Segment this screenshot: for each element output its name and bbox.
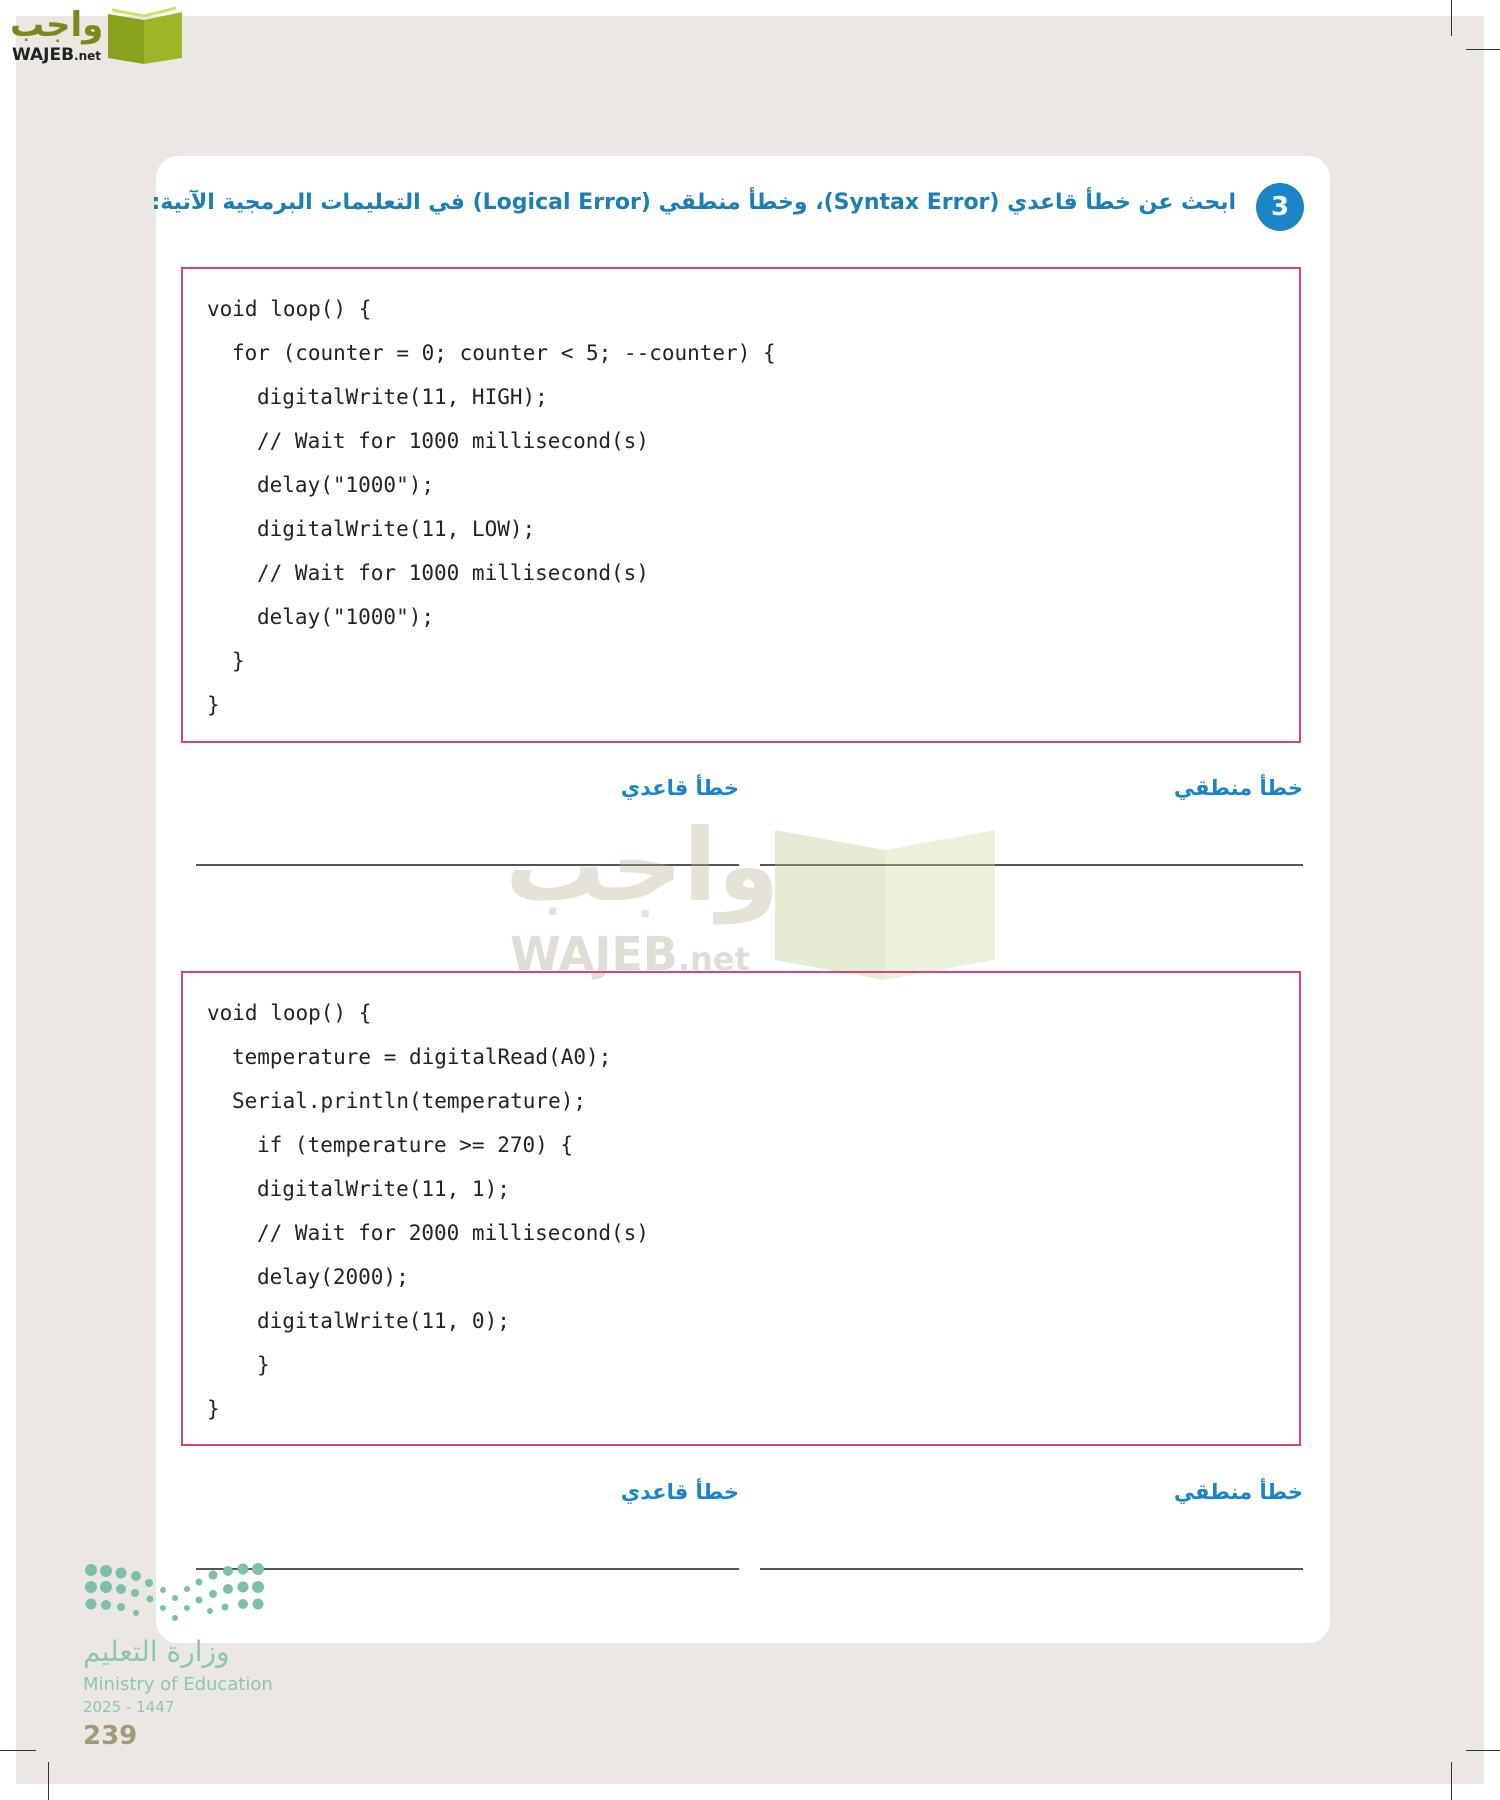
code-line: void loop() { [207,297,372,321]
svg-text:WAJEB.net: WAJEB.net [510,927,750,981]
logical-error-label-2: خطأ منطقي [1173,1480,1303,1504]
code-line: Serial.println(temperature); [232,1089,587,1113]
svg-text:واجب: واجب [505,810,780,924]
code-line: delay("1000"); [257,473,435,497]
code-line: } [207,1397,220,1421]
code-line: digitalWrite(11, 1); [257,1177,510,1201]
code-line: if (temperature >= 270) { [257,1133,574,1157]
syntax-error-answer-line-2[interactable] [196,1568,739,1570]
code-block-1 [181,267,1301,743]
code-line: delay(2000); [257,1265,409,1289]
code-line: void loop() { [207,1001,372,1025]
code-line: digitalWrite(11, LOW); [257,517,536,541]
svg-text:WAJEB.net: WAJEB.net [12,45,102,65]
crop-mark [1451,1762,1452,1800]
crop-mark [1466,49,1500,50]
ministry-name-english: Ministry of Education [83,1674,273,1695]
ministry-name-arabic: وزارة التعليم [83,1635,230,1668]
syntax-error-label-1: خطأ قاعدي [620,776,739,800]
code-line: // Wait for 1000 millisecond(s) [257,429,649,453]
svg-text:واجب: واجب [10,5,104,45]
code-line: temperature = digitalRead(A0); [232,1045,612,1069]
ministry-logo-dots [83,1562,273,1632]
logical-error-label-1: خطأ منطقي [1173,776,1303,800]
code-line: } [207,693,220,717]
code-block-2 [181,971,1301,1446]
code-line: for (counter = 0; counter < 5; --counter) { [232,341,776,365]
logical-error-answer-line-2[interactable] [760,1568,1303,1570]
code-line: digitalWrite(11, 0); [257,1309,510,1333]
edition-years: 2025 - 1447 [83,1698,175,1716]
code-line: } [257,1353,270,1377]
page-number: 239 [83,1721,138,1751]
crop-mark [0,1750,36,1751]
crop-mark [1451,0,1452,36]
exercise-instruction: ابحث عن خطأ قاعدي (Syntax Error)، وخطأ منطقي (Logical Error) في التعليمات البرمجية الآتية: [151,190,1236,215]
code-line: } [232,649,245,673]
code-line: delay("1000"); [257,605,435,629]
code-line: // Wait for 2000 millisecond(s) [257,1221,649,1245]
crop-mark [48,1762,49,1800]
code-line: // Wait for 1000 millisecond(s) [257,561,649,585]
crop-mark [1466,1750,1500,1751]
syntax-error-label-2: خطأ قاعدي [620,1480,739,1504]
wajeb-watermark [505,810,1005,994]
code-line: digitalWrite(11, HIGH); [257,385,548,409]
wajeb-logo[interactable] [0,0,190,72]
exercise-number-badge: 3 [1256,183,1304,231]
